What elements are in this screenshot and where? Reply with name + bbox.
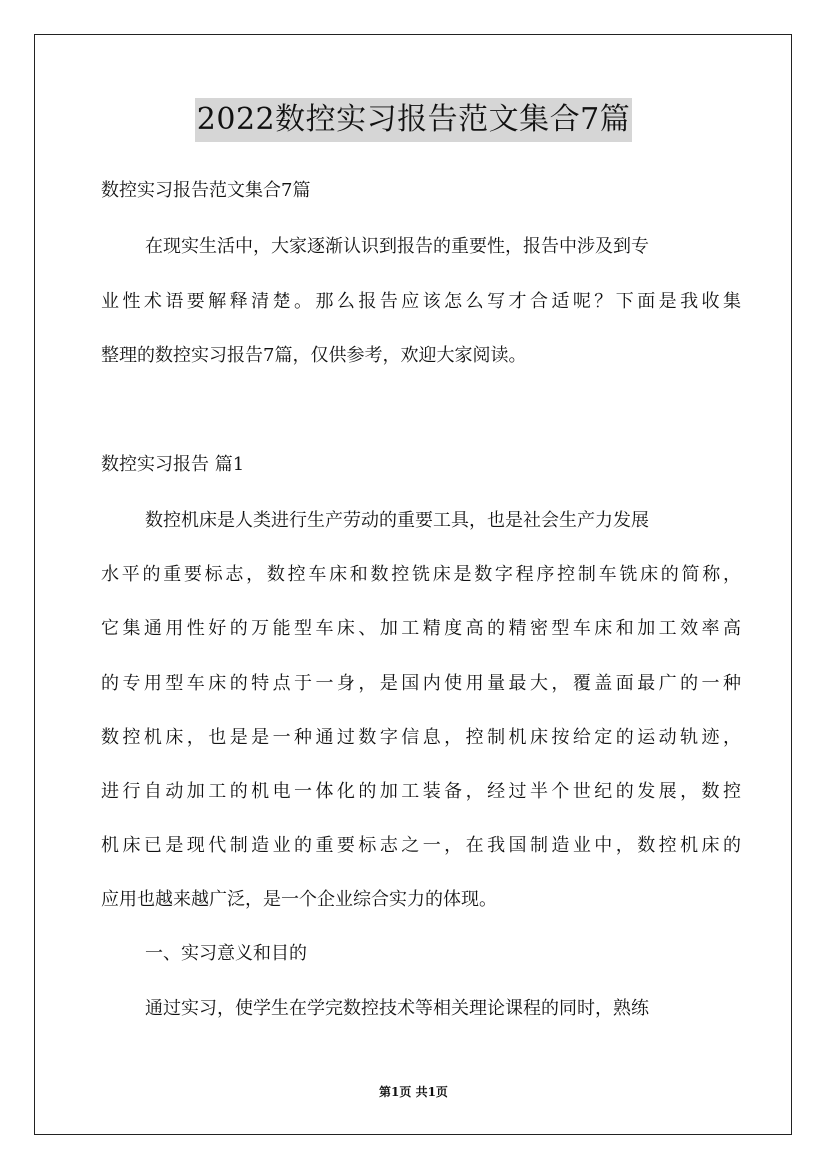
paragraph-line: 机床已是现代制造业的重要标志之一，在我国制造业中，数控机床的 (101, 835, 741, 856)
page-footer: 第1页 共1页 (379, 1085, 448, 1099)
paragraph-line: 水平的重要标志，数控车床和数控铣床是数字程序控制车铣床的简称， (101, 564, 741, 585)
intro-line: 业性术语要解释清楚。那么报告应该怎么写才合适呢？下面是我收集 (101, 291, 741, 312)
section-heading: 数控实习报告 篇1 (101, 454, 245, 475)
document-title: 2022数控实习报告范文集合7篇 (0, 98, 827, 142)
paragraph-line: 它集通用性好的万能型车床、加工精度高的精密型车床和加工效率高 (101, 618, 741, 639)
paragraph-line: 通过实习，使学生在学完数控技术等相关理论课程的同时，熟练 (145, 998, 649, 1019)
paragraph-line: 的专用型车床的特点于一身，是国内使用量最大，覆盖面最广的一种 (101, 673, 741, 694)
document-subtitle: 数控实习报告范文集合7篇 (101, 180, 311, 201)
paragraph-line: 进行自动加工的机电一体化的加工装备，经过半个世纪的发展，数控 (101, 781, 741, 802)
paragraph-line: 应用也越来越广泛，是一个企业综合实力的体现。 (101, 889, 497, 910)
subheading: 一、实习意义和目的 (145, 943, 307, 964)
paragraph-line: 数控机床是人类进行生产劳动的重要工具，也是社会生产力发展 (145, 510, 649, 531)
intro-line: 整理的数控实习报告7篇，仅供参考，欢迎大家阅读。 (101, 345, 527, 366)
paragraph-line: 数控机床，也是是一种通过数字信息，控制机床按给定的运动轨迹， (101, 727, 741, 748)
intro-line: 在现实生活中，大家逐渐认识到报告的重要性，报告中涉及到专 (145, 236, 649, 257)
